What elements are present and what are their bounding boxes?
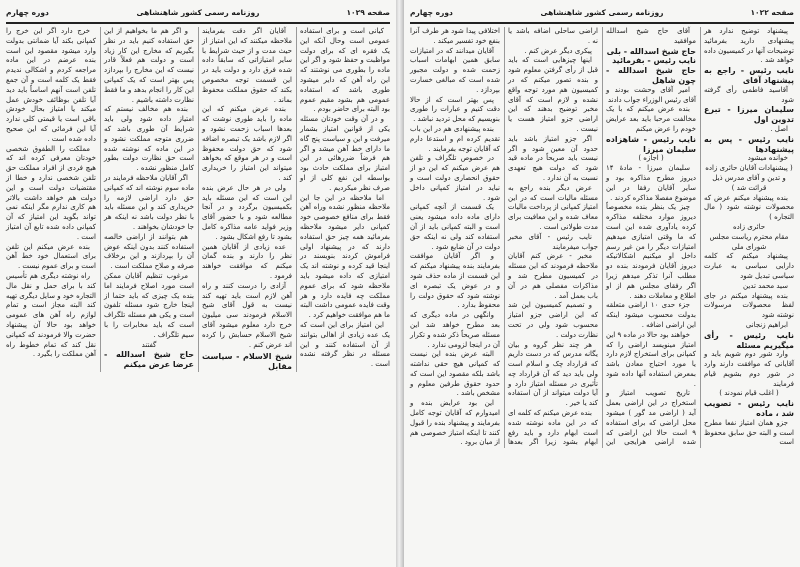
paragraph: جزء حدی ۱۰ اراضی متعلقه بدولت محسوب میشود اینکه این اراضی اضافه . [606,301,696,329]
paragraph: هم بتوانند از اراضی خالصه استفاده کنند بدون اینکه عوض آن را بپردازند و این برخلاف صرفه و صلاح مملکت است . [104,232,194,271]
paragraph: عده زیادی از آقایان همین نظر را دارند و بنده گمان میکنم که موافقت خواهند فرمود . [202,242,292,280]
paragraph: بنده پیشنهادی هم در این باب تقدیم کرده ام و استدعا دارم که آقایان توجه بفرمایند . [410,124,500,153]
paragraph: ولی در هر حال عرض بنده این است که این مسئله باید بکمیسیون برگردد و در آنجا مطالعه شود و با حضور آقای وزیر فواید عامه مذاکره کامل بشود تا رفع اشکال بشود . [202,183,292,241]
header-rule [6,22,390,24]
paragraph: پیشنهاد میکنم که کلمه دارایی سیاسی به عبارت سیاسی تبدیل شود [704,252,794,280]
paragraph: آزادی را درست کنند و راه آهن لازم است باید تهیه کند نیست به قول آقای شیخ الاسلام فرمودند سی میلیون خرج دارد معلوم میشود آقای شیخ الاسلام حسابش را کرده اند عرض کنم . [202,281,292,349]
paragraph: کیانی است و برای استفاده عمومی است وحال آنکه این یک فقره ای که برای دولت مواظبت و حفظ شود و اگر این ماده را بطوری می نوشتند که این راه آهن که دایر میشود طوری باشد که استفاده عمومی هم بشود مقیم عموم بود البته برای حاضر بودم . [300,27,390,114]
paragraph: خواهند بود حالا در ماده ۹ این امتیاز مینویسد اراضی را که کمپانی برای استخراج لازم دارد یا مورد احتیاج معادن باشد بمعرض استفاده آنها داده شود . [605,330,696,388]
paragraph: سلیمان میرزا - مادهٔ ۱۴ دیروز مطرح مذاکره بود و سایر آقایان رفقا در این موضوع مفصلا مذاکره کردند . [606,164,696,202]
paragraph: بنده پیشنهاد میکنم عرض که محصولات نوشته شود ( مال التجاره ) [704,193,794,222]
paragraph: اینها چیزهایی است که باید قبل از رأی گرفتن معلوم شود و بنده تصور میکنم که در کمیسیون هم مورد توجه واقع نشده و لازم است که آقای مخبر توضیح بدهند که این اراضی جزو امتیاز هست یا نیست . [508,56,598,133]
paragraph: بنده عرض میکنم این تلفن برای استعمال خود خط آهن است و برای عموم نیست . [6,242,96,271]
paragraph: مقام محترم ریاست مجلس شورای ملی [709,232,789,251]
paragraph: و در آن وقت خودتان مسئله یکی از قوانین امتیاز بشمار میرفت و این و سیاست پنج گاه ما دارای خط آهن میشد و اگر هم فرضاً ضررهائی در این امتیاز برای مملکت حادث بود بواسطه این نفع کلی از او صرف نظر میکردیم . [300,115,390,192]
paragraph: سید محمد تدین [743,281,788,290]
paragraph: جزو همان امتیاز نفعا مطرح است و البته حق سابق محفوظ است [704,418,794,447]
paragraph: البته عرض بنده این نیست که کمپانی هیچ حقی نداشته باشد بلکه مقصود این است که حدود حقوق طرفین معلوم و مشخص باشد . [410,350,500,398]
paragraph: اصل . [770,124,788,133]
paragraph: امیر آقای وحشت بودند و آقای رئیس الوزراء جواب دادند [606,85,696,104]
paragraph: بنده عرض میکنم که با یک مخالفت مرحبا باید بعد عرایض خودم را عرض میکنم [606,105,696,133]
paragraph: پس بهتر است که از حالا دقت کنیم و عبارات را طوری بنویسیم که محل تردید نباشد . [410,95,500,124]
paragraph: اگر جزو امتیاز باشد باید حدود آن معین شود و اگر نیست باید صریحاً در ماده قید شود که دولت هیچ تعهدی نسبت به آن ندارد . [508,134,598,182]
newspaper-title: روزنامه رسمی کشور شاهنشاهی [540,8,664,17]
paragraph: این امتیاز برای این است که یک عده زیادی از اهالی بتوانند از آن استفاده کنند و این مسئله در نظر گرفته نشده است . [300,320,390,369]
paragraph: خوانده میشود [747,154,788,163]
paragraph: ابراهیم زنجانی [745,320,788,329]
paragraph: عرض دیگر بنده راجع به مسئله مالیات است که در این امتیاز کمپانی از پرداخت مالیات معاف شده و این معافیت برای مدت طولانی است . [508,183,598,231]
text-columns [410,27,794,448]
newspaper-title: روزنامه رسمی کشور شاهنشاهی [136,8,260,17]
paragraph: وانگهی در ماده دیگری که بعد مطرح خواهد شد این مسئله صریحاً ذکر شده و تکرار آن در اینجا لزومی ندارد . [410,311,500,349]
text-columns [6,27,390,372]
page-gutter [396,0,404,567]
paragraph: حائری زاده [732,222,766,231]
speaker-heading: حاج شیخ اسدالله - عرضا عرض میکنم [104,350,194,370]
paragraph: هر چند نظر گروه و بیان یگانه مدرس که در دست داریم که قرارداد چک و اسلام است ولی باید دید که آن قرارداد چه تأثیری در مسئله امتیاز دارد و آیا دولت میتواند از آن استفاده کند یا خیر . [508,340,598,408]
signature-line: شیخ الاسلام - سیاست مقابل [202,352,292,372]
paragraph: پیشنهاد توضیح ندارد هر پیشنهادی دارید بفرمائید توضیحات آنها در کمیسیون داده خواهد شد . [704,27,794,65]
paragraph: آقایان اگر دقت بفرمایند ملاحظه میکنند که این امتیاز از حیث مدت و از حیث شرایط با سایر امتیازاتی که سابقاً داده شده فرق دارد و دولت باید در این قسمت توجه مخصوص بکند که حقوق مملکت محفوظ بماند . [202,27,292,104]
paragraph: وارد شور دوم شویم باید و آقایانی که موافقت دارند وارد در شور دوم بشویم قیام فرمایند [704,350,794,388]
page-header [410,6,794,20]
page-number: صفحه ۱۰۲۹ [346,8,390,17]
paragraph: گفتند [141,340,157,349]
paragraph: و اگر آقایان موافقت بفرمایند بنده پیشنهاد میکنم که این قسمت از ماده حذف شود و در عوض یک تبصره ای نوشته شود که حقوق دولت را محفوظ بدارد . [410,252,500,310]
paragraph: راه نوشته دیگری هم تأسیس کند با برای حمل و نقل مال التجاره خود و سایل دیگری تهیه کند البته مجاز است و تمام لوازم راه آهن های عمومی خواهد بود حالا آن پیشنهاد حضرت والا فرمودند که کمپانی نقل کند که تمام خطوط راه آهن مملکت را بگیرد . [5,271,96,359]
paragraph: اگر آقایان ملاحظه فرمایند در ماده سوم نوشته اند که کمپانی حق دارد اراضی لازمه را خریداری کند و این مسئله باید با نظر دولت باشد نه اینکه هر جا خودشان بخواهند . [104,173,194,231]
paragraph: ( اغلب قیام نمودند ) [719,389,779,398]
speaker-heading: نایب رئیس - راجع به پیشنهاد آقای [704,66,794,85]
header-rule [410,22,794,24]
paragraph: و اگر هم ما بخواهیم از این حق استفاده کنیم باید در نظر بگیریم که مخارج این کار زیاد است و دولت هم فعلاً قادر نیست که این مخارج را بپردازد پس بهتر است که یک کمپانی این کار را انجام بدهد و ما فقط نظارت داشته باشیم . [104,27,194,104]
speaker-heading: سلیمان میرزا - تبرع تدوین اول [704,105,794,125]
speaker-heading: حاج شیخ اسدالله - بلی [606,46,696,56]
paragraph: بنده عرض میکنم که این ماده را باید طوری نوشت که بعدها اسباب زحمت نشود و اگر لازم باشد یک تبصره اضافه شود که حق دولت محفوظ است و در هر موقع که بخواهد میتواند این امتیاز را خریداری کند . [202,105,292,182]
newspaper-page-right [404,0,800,567]
paragraph: مرغوب تنظیم آقایان ممکن است مورد اصلاح فرمایند اما بنده یک چیزی که باید حتما از اینجا خارج شود مسئله تلفون است و یکی هم مسئله تلگراف است که باید مخابرات را با سیم تلگراف . [104,271,194,339]
paragraph: این بود عرایض بنده و امیدوارم که آقایان توجه کامل بفرمایند و پیشنهاد بنده را قبول کنند تا اینکه امتیاز خصوصی هم از میان برود . [410,399,500,447]
paragraph: تاریخ تصویب امتیاز و استخراج در این اراضی بعمل آید ( اراضی مد گور ) میشود محل اراضی که برای استفاده ۹ است حالا این اراضی که شده اراضی هرایجی این اراضی ساحلی اضافه باشد یا نه . [508,27,696,447]
paragraph: ( پیشنهادات آقایان حائری زاده و تدین و آقای مدرس ذیل قرائت شد ) [705,164,793,192]
paragraph: مخبر - عرض کنم آقایان ملاحظه فرمودند که این مسئله در کمیسیون مطرح شد و مذاکرات مفصلی هم در آن باب بعمل آمد . [508,252,598,300]
paragraph: مملکت را الطفوق شخصی خودتان معرفی کرده اند که هیچ فردی از افراد مملکت حق تلفن شخصی ندارد و خطا از مقتضیات دولت است و این دولت هم خواهد داشت بالاتر هم کاری ندارم مگر اینکه نمی تواند بگوید این امتیاز که آن کمپانی داده شده تابع آن امتیاز است . [6,144,96,241]
paragraph: و تصمیم کمیسیون این شد که این اراضی جزو امتیاز محسوب شود ولی در تحت نظارت دولت . [508,301,598,339]
paragraph: بنده هم مخالف نیستم که امتیاز داده شود ولی باید شرایط آن طوری باشد که ضرری متوجه مملکت نشود و در این ماده که نوشته شده است حق نظارت دولت بطور کامل منظور نشده . [104,105,194,173]
paragraph: بنده عرض میکنم که کلمه ای که در این ماده نوشته شده است ابهام دارد و باید رفع ابهام بشود زیرا اگر بعدها اختلافی پیدا شود هر طرف آنرا بنفع خود تفسیر میکند . [410,27,598,447]
speaker-heading: نایب رئیس - رأی میگیریم مسئله [704,330,794,350]
speaker-heading: نایب رئیس - شاهزاده سلیمان میرزا [606,134,696,154]
paragraph: اما ملاحظه در این جا این ملاحظه منظور نشده وراه آهن فقط برای منافع خصوصی خود کمپانی دایر میشود ملاحظه بفرمائید همه چیز حق استفاده دارند که در پیشنهاد اولی فراموش کردند بنویسند در اینجا قید کرده و نوشته اند یک امتیازی که داده میشود باید ملاحظه شود که برای عموم مملکت چه فایده دارد و هر وقت فایده عمومی داشت البته ما هم موافقت خواهیم کرد . [300,193,390,320]
speaker-heading: حاج شیخ اسدالله - چون شاهل [606,66,696,85]
page-number: صفحه ۱۰۲۲ [750,8,794,17]
paragraph: پیکری دیگر عرض کنم . [524,46,592,55]
paragraph: خرج دارد اگر این خرج را کمپانی بکند آیا ضمانتی بدولت وارد میشود مقصود این است بنده عرضم در این ماده مراجعه کردم و اشکالی ندیدم فقط یک کلمه است و آن جمع تلفن است آنهم اساساً باید دید آیا تلفن بوظائف خودش عمل میکند یا امتیاز بحال خودش باقی است یا قیمتی کلی ندارد آیا این فرمائی که این صحیح داده شده است . [6,27,96,143]
paragraph: در خصوص تلگراف و تلفن هم عرض میکنم که این دو از حقوق انحصاری دولت است و نباید در امتیاز کمپانی داخل شود . [410,154,500,202]
speaker-heading: نایب رئیس - تصویب شد ، ماده [704,399,794,419]
volume-label: دوره چهارم [6,8,49,17]
paragraph: بنده پیشنهاد میکنم در جای لفظ محصولات مرسولات نوشته شود [704,291,794,320]
paragraph: آقایان میدانند که در امتیازات سابق همین ابهامات اسباب زحمت شده و دولت مجبور شده است که مبالغی خسارت بپردازد . [410,46,500,94]
paragraph: چیز یک بنظر بنده مخصوصاً دیروز موارد مختلفه مذاکره کرده یادآوری شده این است که ما وقتی امتیازی میدهیم امتیازات دیگر را من غیر رسم داخل او میکنیم اشکالاتیکه دیروز آقایان فرمودند بنده دو مطلب آنرا تذکر میدهم زیرا اگر رفقای مجلس هم از او اطلاع و معاملات دهند . [606,203,696,300]
paragraph: آقای حاج شیخ اسدالله موافقید [606,27,696,45]
paragraph: ( اجازه ) [638,154,664,163]
speaker-heading: نایب رئیس - پس به پیشنهادها [704,134,794,154]
newspaper-page-left [0,0,396,567]
page-header [6,6,390,20]
speaker-heading: نایب رئیس - بفرمائید [612,56,696,66]
paragraph: یک قسمت از آنچه کمپانی دارای ماده داده میشود یعنی است و البته کمپانی باید از آن استفاده کند ولی نه اینکه حق دولت در آن ضایع شود . [410,203,500,251]
paragraph: نایب رئیس - آقای مخبر جواب میفرمایند [508,232,598,251]
paragraph: آقاسید فاطمی رأی گرفته شود [704,85,794,104]
volume-label: دوره چهارم [410,8,453,17]
